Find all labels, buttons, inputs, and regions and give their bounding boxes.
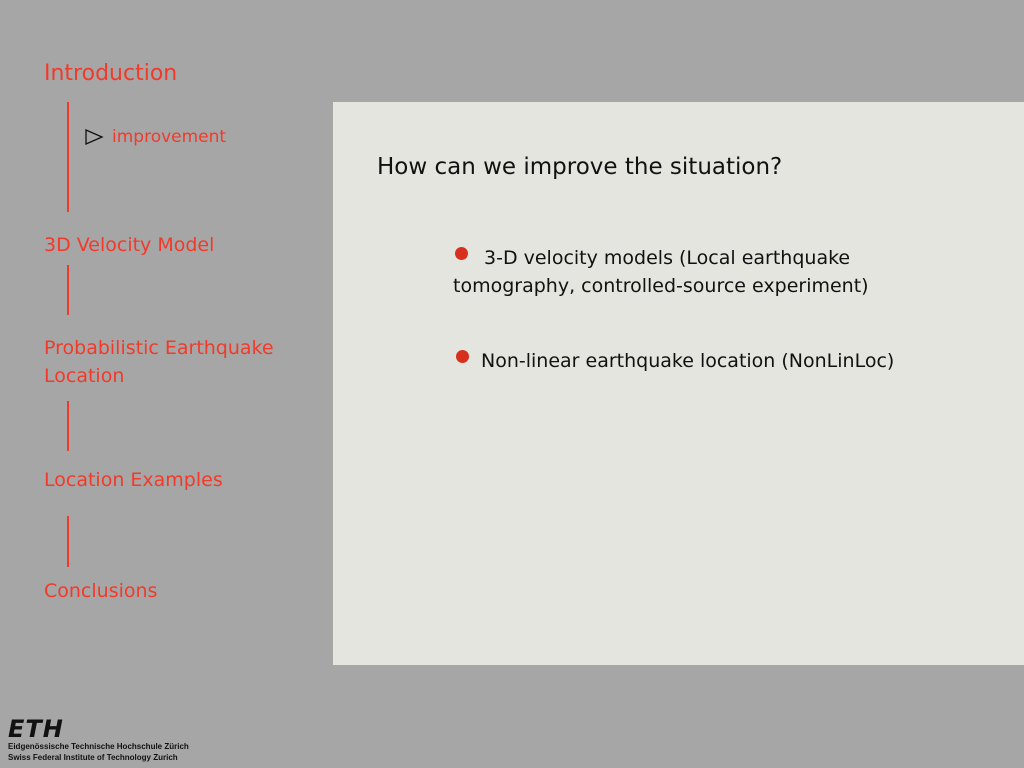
eth-logo-mark: ETH [8, 715, 64, 743]
eth-logo-line2: Swiss Federal Institute of Technology Zurich [8, 753, 178, 762]
nav-subitem-label: improvement [112, 127, 227, 147]
nav-probabilistic-line2: Location [44, 365, 125, 387]
nav-connector [67, 265, 69, 315]
eth-logo-line1: Eidgenössische Technische Hochschule Zürich [8, 742, 189, 751]
content-panel [333, 102, 1024, 665]
slide-title: How can we improve the situation? [377, 154, 783, 180]
nav-connector [67, 401, 69, 451]
nav-subitem-improvement[interactable] [84, 126, 226, 148]
bullet-item [456, 347, 976, 375]
bullet-dot-icon [455, 247, 468, 260]
nav-introduction[interactable]: Introduction [44, 61, 178, 86]
bullet-dot-icon [456, 350, 469, 363]
nav-probabilistic-location[interactable] [44, 334, 274, 390]
eth-logo [8, 717, 189, 763]
nav-connector [67, 102, 69, 212]
nav-probabilistic-line1: Probabilistic Earthquake [44, 337, 274, 359]
nav-conclusions[interactable]: Conclusions [44, 580, 158, 602]
bullet-item [453, 244, 923, 300]
triangle-right-icon [84, 127, 104, 147]
bullet-text: Non-linear earthquake location (NonLinLoc) [481, 350, 895, 372]
nav-3d-velocity-model[interactable]: 3D Velocity Model [44, 234, 215, 256]
nav-location-examples[interactable]: Location Examples [44, 469, 223, 491]
bullet-text: 3-D velocity models (Local earthquake tomography, controlled-source experiment) [453, 247, 869, 297]
nav-connector [67, 516, 69, 567]
